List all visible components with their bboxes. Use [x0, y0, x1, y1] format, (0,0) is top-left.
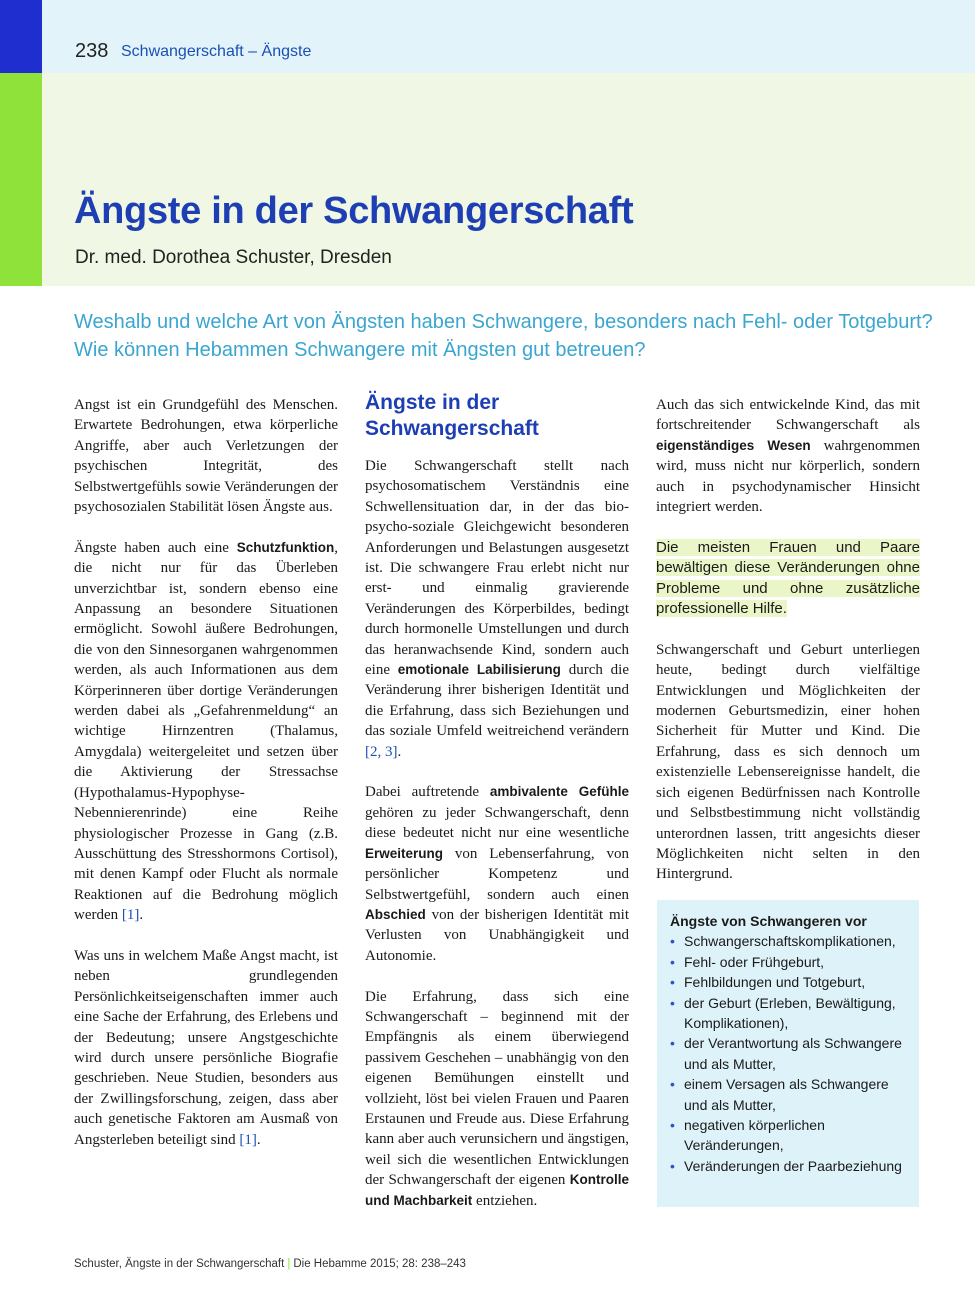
highlighted-statement: Die meisten Frauen und Paare bewältigen diese Veränderungen ohne Probleme und ohne zusätzliche professionelle Hilfe. — [656, 538, 920, 618]
paragraph: Die Erfahrung, dass sich eine Schwangerschaft – beginnend mit der Empfängnis als einem überwiegend passivem Geschehen – unabhängig von den eigenen Bemühungen einstellt und vollzieht, löst bei vielen Frauen und Paaren Erstaunen und Freude aus. Diese Erfahrung kann aber auch verunsichern und ängstigen, weil sich die wesentlichen Entwicklungen der Schwangerschaft der eigenen Kontrolle und Machbarkeit entziehen. — [365, 988, 629, 1209]
column-1 — [74, 395, 338, 1150]
bullet-icon: • — [670, 953, 675, 970]
paragraph: Was uns in welchem Maße Angst macht, ist neben grundlegenden Persönlichkeitseigenschaften immer auch eine Sache der Erfahrung, des Erlebens und der Bedeutung; unsere Angstgeschichte wird durch unsere persönliche Biografie geschrieben. Neue Studien, besonders aus der Zwillingsforschung, zeigen, dass aber auch genetische Faktoren am Ausmaß von Angsterleben beteiligt sind [1]. — [74, 947, 338, 1148]
highlight-paragraph — [656, 538, 920, 620]
info-box-title: Ängste von Schwangeren vor — [670, 913, 867, 929]
list-item-text: Veränderungen der Paarbeziehung — [684, 1157, 902, 1174]
emphasis: Abschied — [365, 906, 426, 922]
list-item — [670, 931, 907, 951]
list-item-text: Schwangerschaftskomplikationen, — [684, 933, 896, 950]
list-item-text: der Geburt (Erleben, Bewältigung, Komplikationen), — [684, 994, 896, 1032]
bullet-icon: • — [670, 974, 675, 991]
page-footer — [74, 1258, 466, 1270]
list-item — [670, 1074, 907, 1115]
info-box — [657, 900, 919, 1207]
emphasis: Kontrolle und Machbarkeit — [365, 1172, 629, 1208]
list-item — [670, 1033, 907, 1074]
bullet-icon: • — [670, 1076, 675, 1093]
bullet-icon: • — [670, 1035, 675, 1052]
list-item-text: einem Versagen als Schwangere und als Mutter, — [684, 1076, 889, 1113]
emphasis: Erweiterung — [365, 845, 444, 861]
footer-author: Schuster, — [74, 1258, 126, 1270]
bullet-icon: • — [670, 1157, 675, 1174]
emphasis: emotionale Labilisierung — [397, 662, 561, 678]
bullet-icon: • — [670, 994, 675, 1011]
paragraph: Angst ist ein Grundgefühl des Menschen. Erwartete Bedrohungen, etwa körperliche Angriffe, aber auch Verletzungen der psychischen Integrität, des Selbstwertgefühls sowie Veränderungen der psychosozialen Stabilität lösen Ängste aus. — [74, 397, 338, 516]
reference-link[interactable]: [2, 3] — [365, 743, 398, 760]
emphasis: Schutzfunktion — [236, 539, 335, 555]
list-item-text: Fehl- oder Frühgeburt, — [684, 953, 825, 970]
emphasis: ambivalente Gefühle — [489, 784, 629, 800]
reference-link[interactable]: [1] — [121, 907, 140, 924]
paragraph: Schwangerschaft und Geburt unterliegen heute, bedingt durch vielfältige Entwicklungen und Möglichkeiten der modernen Geburtsmedizin, einer hohen Sicherheit für Mutter und Kind. Die Erfahrung, dass es sich dennoch um existenzielle Lebensereignisse handelt, die sich eigenen Bedürfnissen nach Kontrolle und Selbstbestimmung nicht vollständig unterordnen lassen, tritt angesichts dieser Möglichkeiten nicht selten in den Hintergrund. — [656, 641, 920, 883]
title-accent-block — [0, 73, 42, 286]
list-item-text: der Verantwortung als Schwangere und als Mutter, — [684, 1035, 902, 1072]
paragraph: Dabei auftretende ambivalente Gefühle gehören zu jeder Schwangerschaft, denn diese bedeutet nicht nur eine wesentliche Erweiterung von Lebenserfahrung, von persönlicher Kompetenz und Selbstwertgefühl, sondern auch einen Abschied von der bisherigen Identität mit Verlusten von Unabhängigkeit und Autonomie. — [365, 784, 629, 964]
list-item — [670, 1156, 907, 1176]
header-bar — [0, 0, 975, 73]
reference-link[interactable]: [1] — [239, 1131, 257, 1148]
footer-citation: Die Hebamme 2015; 28: 238–243 — [293, 1258, 466, 1270]
info-box-list — [670, 931, 907, 1176]
article-author: Dr. med. Dorothea Schuster, Dresden — [75, 247, 392, 268]
list-item — [670, 993, 907, 1034]
list-item — [670, 972, 907, 992]
footer-separator: | — [287, 1258, 291, 1270]
running-head: Schwangerschaft – Ängste — [121, 43, 312, 60]
paragraph: Die Schwangerschaft stellt nach psychosomatischem Verständnis eine Schwellensituation dar, in der das bio-psycho-soziale Gleichgewicht besonderen Anforderungen und Belastungen ausgesetzt ist. Die schwangere Frau erlebt nicht nur erst- und einmalig gravierende Veränderungen des Körperbildes, bedingt durch hormonelle Umstellungen und durch das heranwachsende Kind, sondern auch eine emotionale Labilisierung durch die Veränderung ihrer bisherigen Identität und die Erfahrung, dass sich Beziehungen und das soziale Umfeld weitreichend verändern [2, 3]. — [365, 458, 629, 760]
page-number: 238 — [75, 40, 109, 62]
header-accent-block — [0, 0, 42, 73]
list-item-text: Fehlbildungen und Totgeburt, — [684, 974, 866, 991]
paragraph: Ängste haben auch eine Schutzfunktion, die nicht nur für das Überleben unverzichtbar ist, sondern ebenso eine Anpassung an besondere Situationen ermöglicht. Sowohl äußere Bedrohungen, die von den Sinnesorganen wahrgenommen werden, als auch Informationen aus dem Körperinneren über dortige Veränderungen werden dabei als „Gefahrenmeldung“ an wichtige Hirnzentren (Thalamus, Amygdala) weitergeleitet und setzen über die Aktivierung der Stressachse (Hypothalamus-Hypophyse-Nebennierenrinde) eine Reihe physiologischer Prozesse in Gang (z.B. Ausschüttung des Stresshormons Cortisol), mit denen Kampf oder Flucht als normale Reaktionen auf die Bedrohung möglich werden [1]. — [74, 539, 338, 924]
column-3 — [656, 395, 920, 885]
bullet-icon: • — [670, 933, 675, 950]
article-lead: Weshalb und welche Art von Ängsten haben Schwangere, besonders nach Fehl- oder Totgeburt? Wie können Hebammen Schwangere mit Ängsten gut betreuen? — [74, 311, 933, 361]
emphasis: eigenständiges Wesen — [656, 437, 811, 453]
paragraph: Auch das sich entwickelnde Kind, das mit fortschreitender Schwangerschaft als eigenständiges Wesen wahrgenommen wird, muss nicht nur körperlich, sondern auch in psychodynamischer Hinsicht integriert werden. — [656, 397, 920, 516]
bullet-icon: • — [670, 1117, 675, 1134]
footer-title: Ängste in der Schwangerschaft — [125, 1258, 285, 1270]
list-item-text: negativen körperlichen Veränderungen, — [684, 1117, 825, 1154]
list-item — [670, 952, 907, 972]
section-heading: Ängste in der Schwangerschaft — [365, 391, 539, 440]
list-item — [670, 1115, 907, 1156]
article-title: Ängste in der Schwangerschaft — [74, 190, 634, 232]
column-2 — [365, 391, 629, 1211]
